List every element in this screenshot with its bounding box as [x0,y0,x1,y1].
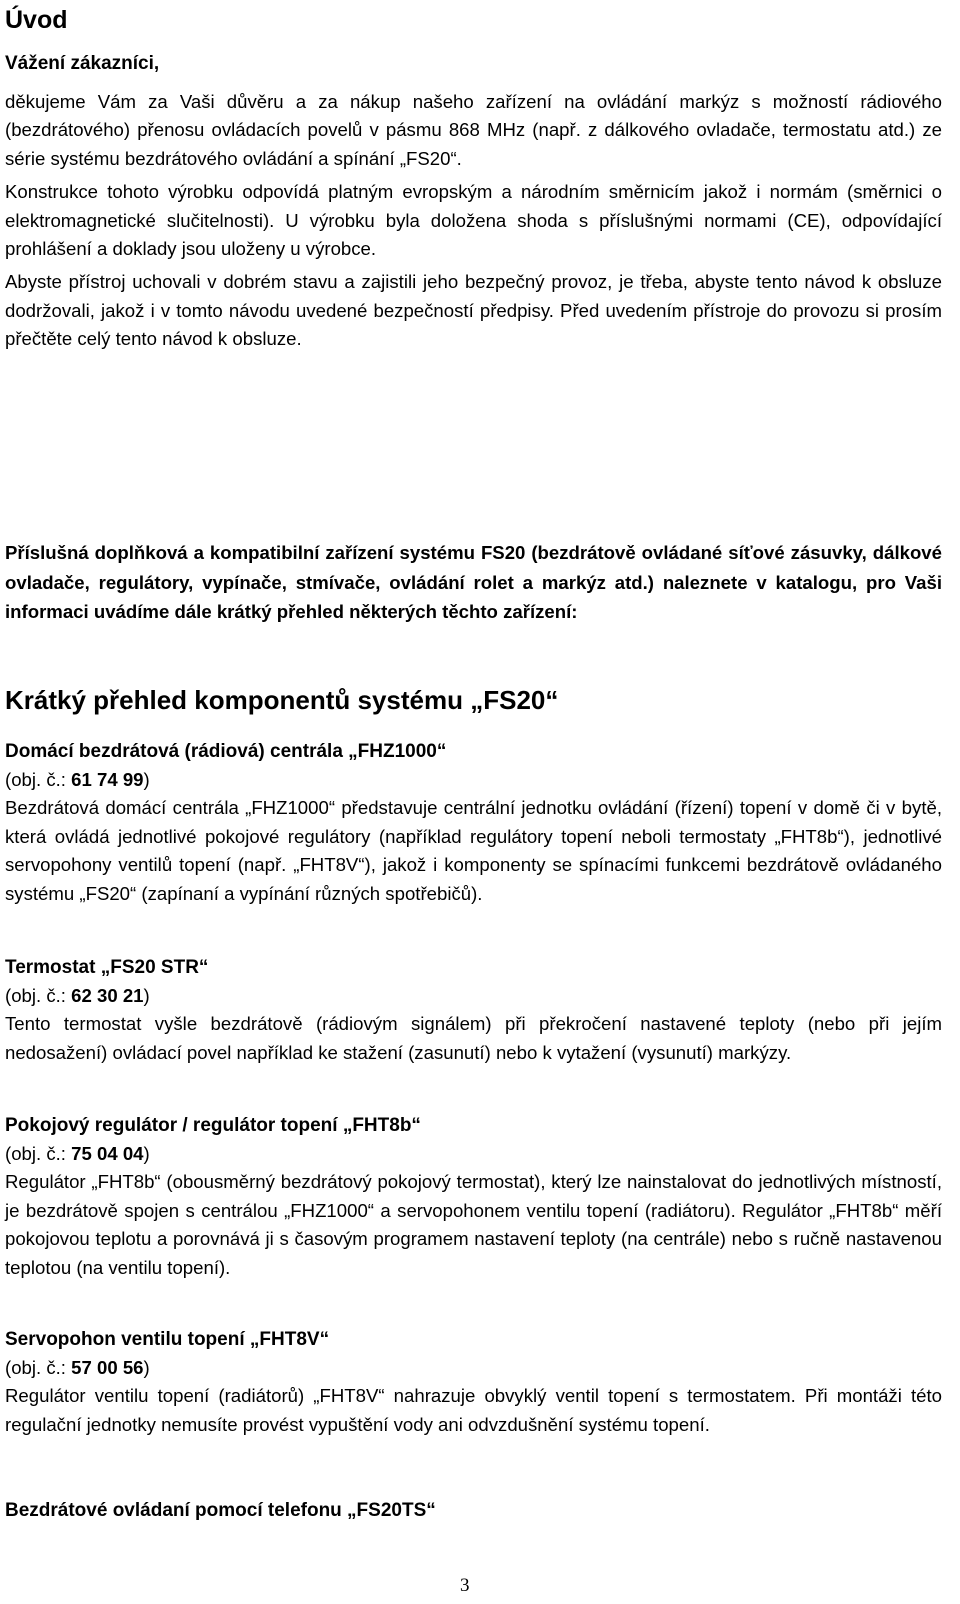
order-number-line [5,982,942,1010]
accessories-note: Příslušná doplňková a kompatibilní zařízení systému FS20 (bezdrátově ovládané síťové zásuvky, dálkové ovladače, regulátory, vypínače, stmívače, ovládání rolet a markýz atd.) naleznete v katalogu, pro Vaši informaci uvádíme dále krátký přehled některých těchto zařízení: [5,542,942,622]
component-name: Servopohon ventilu topení „FHT8V“ [5,1329,330,1350]
order-label: (obj. č.: [5,985,72,1006]
order-suffix: ) [143,1357,150,1378]
order-number: 75 04 04 [71,1143,144,1164]
component-description: Regulátor ventilu topení (radiátorů) „FHT8V“ nahrazuje obvyklý ventil topení s termostatem. Při montáži této regulační jednotky nemusíte provést vypuštění vody ani odvzdušnění systému topení. [5,1385,942,1435]
intro-paragraph-2: Konstrukce tohoto výrobku odpovídá platným evropským a národním směrnicím jakož i normám (směrnici o elektromagnetické slučitelnosti). U výrobku byla doložena shoda s příslušnými normami (CE), odpovídající prohlášení a doklady jsou uloženy u výrobce. [5,181,942,260]
order-number-line [5,1140,942,1168]
component-fht8v [5,1326,942,1439]
page-number: 3 [460,1575,470,1596]
component-fhz1000 [5,738,942,908]
order-number-line [5,1354,942,1382]
order-label: (obj. č.: [5,769,72,790]
page-title: Úvod [5,6,68,34]
component-fs20-str [5,954,942,1067]
greeting: Vážení zákazníci, [5,53,160,74]
order-suffix: ) [143,985,150,1006]
component-description: Tento termostat vyšle bezdrátově (rádiovým signálem) při překročení nastavené teploty (nebo při jejím nedosažení) ovládací povel například ke stažení (zasunutí) nebo k vytažení (vysunutí) markýzy. [5,1013,942,1063]
component-description: Bezdrátová domácí centrála „FHZ1000“ představuje centrální jednotku ovládání (řízení) topení v domě či v bytě, která ovládá jednotlivé pokojové regulátory (například regulátory topení neboli termostaty „FHT8b“), jednotlivé servopohony ventilů topení (např. „FHT8V“), jakož i komponenty se spínacími funkcemi bezdrátově ovládaného systému „FS20“ (zapínaní a vypínání různých spotřebičů). [5,797,942,904]
intro-paragraph-3: Abyste přístroj uchovali v dobrém stavu a zajistili jeho bezpečný provoz, je třeba, abyste tento návod k obsluze dodržovali, jakož i v tomto návodu uvedené bezpečností předpisy. Před uvedením přístroje do provozu si prosím přečtěte celý tento návod k obsluze. [5,271,942,350]
component-name: Domácí bezdrátová (rádiová) centrála „FHZ1000“ [5,741,447,762]
component-name: Pokojový regulátor / regulátor topení „FHT8b“ [5,1115,421,1136]
component-name: Termostat „FS20 STR“ [5,957,209,978]
intro-section [5,88,942,354]
intro-paragraph-1: děkujeme Vám za Vaši důvěru a za nákup našeho zařízení na ovládání markýz s možností rádiového (bezdrátového) přenosu ovládacích povelů v pásmu 868 MHz (např. z dálkového ovladače, termostatu atd.) ze série systému bezdrátového ovládání a spínání „FS20“. [5,91,942,169]
component-fht8b [5,1112,942,1282]
order-number: 62 30 21 [71,985,144,1006]
order-number: 61 74 99 [71,769,144,790]
overview-heading: Krátký přehled komponentů systému „FS20“ [5,685,559,715]
order-suffix: ) [143,769,150,790]
order-number: 57 00 56 [71,1357,144,1378]
order-suffix: ) [143,1143,150,1164]
component-description: Regulátor „FHT8b“ (obousměrný bezdrátový pokojový termostat), který lze nainstalovat do jednotlivých místností, je bezdrátově spojen s centrálou „FHZ1000“ a servopohonem ventilu topení (radiátoru). Regulátor „FHT8b“ měří pokojovou teplotu a porovnává ji s časovým programem nastavení teploty (na centrále) nebo s ručně nastavenou teplotou (na ventilu topení). [5,1171,942,1278]
order-label: (obj. č.: [5,1143,72,1164]
order-label: (obj. č.: [5,1357,72,1378]
order-number-line [5,766,942,794]
last-heading: Bezdrátové ovládaní pomocí telefonu „FS20TS“ [5,1500,436,1521]
